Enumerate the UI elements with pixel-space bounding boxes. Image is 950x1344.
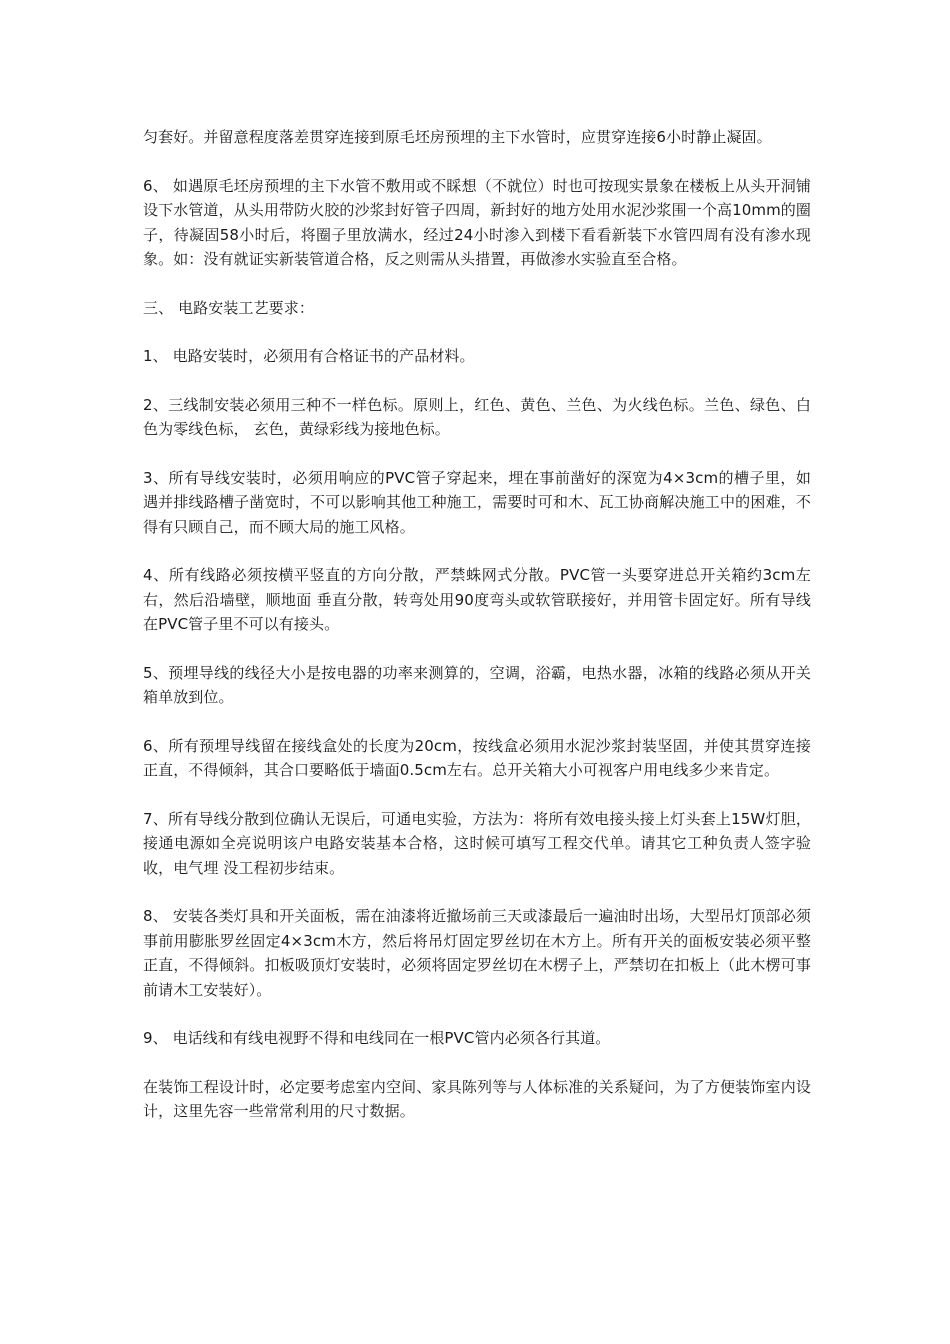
paragraph-closing: 在装饰工程设计时，必定要考虑室内空间、家具陈列等与人体标准的关系疑问，为了方便装饰室内设计，这里先容一些常常利用的尺寸数据。 [143, 1077, 811, 1120]
paragraph-item-8: 8、 安装各类灯具和开关面板，需在油漆将近撤场前三天或漆最后一遍油时出场，大型吊灯顶部必须事前用膨胀罗丝固定4×3cm木方，然后将吊灯固定罗丝切在木方上。所有开关的面板安装必须平整正直，不得倾斜。扣板吸顶灯安装时，必须将固定罗丝切在木楞子上，严禁切在扣板上（此木楞可事前请木工安装好）。 [143, 907, 811, 999]
paragraph-item-2: 2、三线制安装必须用三种不一样色标。原则上，红色、黄色、兰色、为火线色标。兰色、绿色、白色为零线色标， 玄色，黄绿彩线为接地色标。 [143, 395, 811, 438]
paragraph-item-3: 3、所有导线安装时，必须用响应的PVC管子穿起来，埋在事前凿好的深宽为4×3cm的槽子里，如遇并排线路槽子凿宽时，不可以影响其他工种施工，需要时可和木、瓦工协商解决施工中的困难，不得有只顾自己，而不顾大局的施工风格。 [143, 468, 811, 536]
section-heading-electrical: 三、 电路安装工艺要求： [143, 298, 314, 317]
paragraph-item-4: 4、所有线路必须按横平竖直的方向分散，严禁蛛网式分散。PVC管一头要穿进总开关箱约3cm左右，然后沿墙壁，顺地面 垂直分散，转弯处用90度弯头或软管联接好，并用管卡固定好。所有导线在PVC管子里不可以有接头。 [143, 566, 811, 633]
paragraph-item-6: 6、所有预埋导线留在接线盒处的长度为20cm，按线盒必须用水泥沙浆封装坚固，并使其贯穿连接正直，不得倾斜，其合口要略低于墙面0.5cm左右。总开关箱大小可视客户用电线多少来肯定。 [143, 736, 811, 779]
document-body [143, 125, 811, 1148]
paragraph-item-6-drain: 6、 如遇原毛坯房预埋的主下水管不敷用或不睬想（不就位）时也可按现实景象在楼板上从头开洞铺设下水管道，从头用带防火胶的沙浆封好管子四周，新封好的地方处用水泥沙浆围一个高10mm的圈子，待凝固58小时后，将圈子里放满水，经过24小时渗入到楼下看看新装下水管四周有没有渗水现象。如：没有就证实新装管道合格，反之则需从头措置，再做渗水实验直至合格。 [143, 176, 811, 268]
paragraph-item-7: 7、所有导线分散到位确认无误后，可通电实验，方法为：将所有效电接头接上灯头套上15W灯胆，接通电源如全亮说明该户电路安装基本合格，这时候可填写工程交代单。请其它工种负责人签字验收，电气埋 没工程初步结束。 [143, 809, 811, 877]
paragraph-item-5: 5、预埋导线的线径大小是按电器的功率来测算的，空调，浴霸，电热水器，冰箱的线路必须从开关箱单放到位。 [143, 663, 811, 706]
paragraph-item-1: 1、 电路安装时，必须用有合格证书的产品材料。 [143, 347, 475, 365]
paragraph-continuation: 匀套好。并留意程度落差贯穿连接到原毛坯房预埋的主下水管时，应贯穿连接6小时静止凝固。 [143, 128, 772, 146]
paragraph-item-9: 9、 电话线和有线电视野不得和电线同在一根PVC管内必须各行其道。 [143, 1029, 611, 1047]
